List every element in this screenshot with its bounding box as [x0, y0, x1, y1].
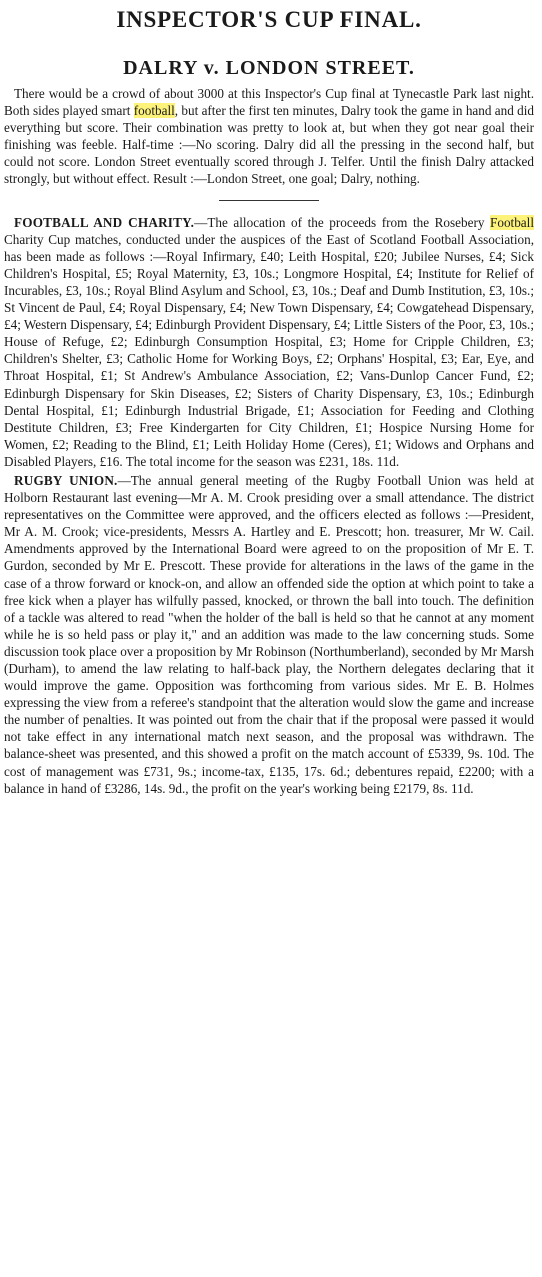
- match-report-text-end: , but after the first ten minutes, Dalry took the game in hand and did everything but score. Their combination was pretty to look at, but when they got near goal their finishing was feeble. Half-time :—No scoring. Dalry did all the pressing in the second half, but could not score. London Street eventually scored through J. Telfer. Until the finish Dalry attacked strongly, but without effect. Result :—London Street, one goal; Dalry, nothing.: [4, 103, 534, 187]
- charity-text-end: Charity Cup matches, conducted under the auspices of the East of Scotland Football Association, has been made as follows :—Royal Infirmary, £40; Leith Hospital, £20; Jubilee Nurses, £4; Sick Children's Hospital, £5; Royal Maternity, £3, 10s.; Longmore Hospital, £4; Institute for Relief of Incurables, £3, 10s.; Royal Blind Asylum and School, £3, 10s.; Deaf and Dumb Institution, £3, 10s.; St Vincent de Paul, £4; Royal Dispensary, £4; New Town Dispensary, £4; Cowgatehead Dispensary, £4; Western Dispensary, £4; Edinburgh Provident Dispensary, £4; Little Sisters of the Poor, £3, 10s.; House of Refuge, £2; Edinburgh Consumption Hospital, £3; Home for Cripple Children, £3; Children's Shelter, £3; Catholic Home for Working Boys, £2; Orphans' Hospital, £3; Ear, Eye, and Throat Hospital, £1; St Andrew's Ambulance Association, £2; Vans-Dunlop Cancer Fund, £2; Edinburgh Dispensary for Skin Diseases, £2; Sisters of Charity Dispensary, £3, 10s.; Edinburgh Dental Hospital, £1; Edinburgh Industrial Brigade, £1; Association for Feeding and Clothing Destitute Children, £3; Free Kindergarten for City Children, £1; Hospice Nursing Home for Women, £2; Reading to the Blind, £1; Leith Holiday Home (Ceres), £1; Widows and Orphans and Disabled Players, £16. The total income for the season was £231, 18s. 11d.: [4, 231, 534, 469]
- page-title: INSPECTOR'S CUP FINAL.: [116, 7, 422, 32]
- match-title: DALRY v. LONDON STREET.: [123, 57, 415, 79]
- charity-paragraph: [4, 214, 534, 470]
- charity-text-start: —The allocation of the proceeds from the Rosebery: [194, 214, 491, 230]
- charity-headline: FOOTBALL AND CHARITY.: [14, 214, 195, 230]
- match-report-paragraph: [4, 85, 534, 188]
- section-divider: [219, 200, 319, 201]
- rugby-headline: RUGBY UNION.: [14, 472, 118, 488]
- match-report-text-start: There would be a crowd of about 3000 at this Inspector's Cup final at Tynecastle Park last night. Both sides played smart: [4, 86, 534, 119]
- rugby-text: —The annual general meeting of the Rugby Football Union was held at Holborn Restaurant last evening—Mr A. M. Crook presiding over a small attendance. The district representatives on the Committee were approved, and the officers elected as follows :—President, Mr A. M. Crook; vice-presidents, Messrs A. Hartley and E. Prescott; hon. treasurer, Mr W. Cail. Amendments approved by the International Board were agreed to on the proposition of Mr E. T. Gurdon, seconded by Mr E. Prescott. These provide for alterations in the laws of the game in the case of a throw forward or knock-on, and allow an offended side the option at which point to take a free kick when a player has wilfully passed, knocked, or thrown the ball into touch. The definition of a tackle was altered to read "when the holder of the ball is held so that he cannot at any moment while he is so held pass or play it," and an addition was made to the law concerning studs. Some discussion took place over a proposition by Mr Robinson (Northumberland), seconded by Mr Marsh (Durham), to amend the law relating to half-back play, the Northern delegates declaring that it would improve the game. Opposition was forthcoming from various sides. Mr E. B. Holmes expressing the view from a referee's standpoint that the alteration would slow the game and increase the number of penalties. It was pointed out from the chair that if the proposal were passed it would not take effect in any international match next season, and the proposal was withdrawn. The balance-sheet was presented, and this showed a profit on the match account of £5339, 9s. 10d. The cost of management was £731, 9s.; income-tax, £135, 17s. 6d.; debentures repaid, £2200; with a balance in hand of £3286, 14s. 9d., the profit on the year's working being £2179, 8s. 11d.: [4, 472, 534, 796]
- search-highlight: Football: [490, 214, 534, 230]
- search-highlight: football: [133, 103, 175, 119]
- rugby-paragraph: [4, 472, 534, 797]
